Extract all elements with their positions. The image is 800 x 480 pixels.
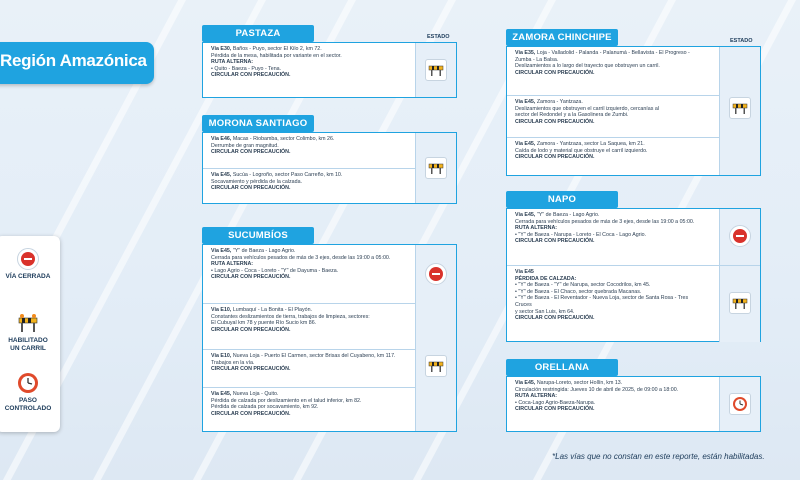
road-report-row [507, 377, 760, 431]
row-text: Vía E30, Baños - Puyo, sector El Kilo 2, km 72. Pérdida de la mesa, habilitada por variante en el sector. RUTA ALTERNA: • Quito - Baeza - Puyo - Tena. CIRCULAR CON PRECAUCIÓN. [211, 46, 342, 79]
section-box-morona-santiago [202, 132, 457, 204]
row-text: Vía E10, Lumbaquí - La Bonita - El Playón. Constantes deslizamientos de tierra, trabajos de limpieza, sectores: El Cubuyal km 78 y puente Río Sucio km 86. CIRCULAR CON PRECAUCIÓN. [211, 307, 370, 333]
barrier-icon [729, 97, 751, 119]
clock-icon [729, 393, 751, 415]
barrier-icon [425, 355, 447, 377]
section-title-sucumbios: SUCUMBÍOS [202, 227, 314, 244]
section-box-pastaza [202, 42, 457, 98]
estado-header-left: ESTADO [427, 34, 450, 40]
legend-item-controlled [0, 372, 56, 413]
section-title-orellana: ORELLANA [506, 359, 618, 376]
row-text: Vía E46, Macas - Riobamba, sector Colimbo, km 26. Derrumbe de gran magnitud. CIRCULAR CON PRECAUCIÓN. [211, 136, 335, 156]
status-cell [415, 303, 456, 431]
clock-icon [17, 372, 39, 394]
region-title: Región Amazónica [0, 51, 147, 70]
road-closed-icon [17, 248, 39, 270]
barrier-icon [425, 157, 447, 179]
status-cell [719, 377, 760, 431]
legend-item-closed [0, 248, 56, 281]
row-text: Vía E45, "Y" de Baeza - Lago Agrio. Cerrada para vehículos pesados de más de 3 ejes, desde las 19:00 a 05:00. RUTA ALTERNA: • Lago Agrio - Coca - Loreto - "Y" de Dayuma - Baeza. CIRCULAR CON PRECAUCIÓN. [211, 248, 391, 281]
status-cell [719, 47, 760, 175]
road-report-row [203, 43, 456, 97]
section-box-napo [506, 208, 761, 342]
road-closed-icon [729, 225, 751, 247]
status-cell [415, 245, 456, 303]
legend-label-one-lane-2: UN CARRIL [10, 345, 46, 352]
legend-label-closed: VÍA CERRADA [5, 273, 51, 280]
legend [0, 236, 60, 432]
road-closed-icon [425, 263, 447, 285]
row-text: Vía E45, Narupa-Loreto, sector Hollín, km 13. Circulación restringida: Jueves 10 de abril de 2025, de 09:00 a 18:00. RUTA ALTERNA: • Coca-Lago Agrio-Baeza-Narupa. CIRCULAR CON PRECAUCIÓN. [515, 380, 679, 413]
road-report-row [203, 245, 456, 303]
status-cell [415, 43, 456, 97]
barrier-icon [425, 59, 447, 81]
estado-header-right: ESTADO [730, 38, 753, 44]
section-box-zamora-chinchipe [506, 46, 761, 176]
section-box-sucumbios [202, 244, 457, 432]
section-title-zamora-chinchipe: ZAMORA CHINCHIPE [506, 29, 618, 46]
legend-label-controlled-1: PASO [19, 397, 37, 404]
legend-label-one-lane-1: HABILITADO [8, 337, 48, 344]
row-text: Vía E45, Zamora - Yantzaza. Deslizamientos que obstruyen el carril izquierdo, cercanías al sector del Redondel y a la Gasolinera de Zumbi. CIRCULAR CON PRECAUCIÓN. [515, 99, 659, 125]
region-tab [0, 42, 154, 84]
row-text: Vía E45, "Y" de Baeza - Lago Agrio. Cerrada para vehículos pesados de más de 3 ejes, desde las 19:00 a 05:00. RUTA ALTERNA: • "Y" de Baeza - Narupa - Loreto - El Coca - Lago Agrio. CIRCULAR CON PRECAUCIÓN. [515, 212, 695, 245]
section-box-orellana [506, 376, 761, 432]
footnote: *Las vías que no constan en este reporte, están habilitadas. [552, 452, 765, 461]
barrier-icon [729, 292, 751, 314]
section-title-pastaza: PASTAZA [202, 25, 314, 42]
status-cell [719, 209, 760, 265]
status-cell [719, 266, 760, 342]
status-cell [415, 133, 456, 203]
row-text: Vía E10, Nueva Loja - Puerto El Carmen, sector Brisas del Cuyabeno, km 117. Trabajos en la vía. CIRCULAR CON PRECAUCIÓN. [211, 353, 396, 373]
road-report-row [507, 265, 760, 342]
barrier-icon [17, 312, 39, 334]
row-text: Vía E45, Sucúa - Logroño, sector Paso Carreño, km 10. Socavamiento y pérdida de la calzada. CIRCULAR CON PRECAUCIÓN. [211, 172, 343, 192]
legend-item-one-lane [0, 312, 56, 353]
legend-label-controlled-2: CONTROLADO [4, 405, 52, 412]
row-text: Vía E35, Loja - Valladolid - Palanda - Palanumá - Bellavista - El Progreso - Zumba - La Balsa. Deslizamientos a lo largo del trayecto que obstruyen un carril. CIRCULAR CON PRECAUCIÓN. [515, 50, 690, 76]
road-report-row [507, 209, 760, 265]
section-title-morona-santiago: MORONA SANTIAGO [202, 115, 314, 132]
section-title-napo: NAPO [506, 191, 618, 208]
row-text: Vía E45, Zamora - Yantzaza, sector La Saquea, km 21. Caída de lodo y material que obstruye el carril izquierdo. CIRCULAR CON PRECAUCIÓN. [515, 141, 648, 161]
row-text: Vía E45 PÉRDIDA DE CALZADA: • "Y" de Baeza - "Y" de Narupa, sector Cocodrilos, km 45. • "Y" de Baeza - El Chaco, sector quebrada Macanas. • "Y" de Baeza - El Reventador - Nueva Loja, sector de Santa Rosa - Tres Cruces y sector San Luis, km 64. CIRCULAR CON PRECAUCIÓN. [515, 269, 689, 322]
row-text: Vía E45, Nueva Loja - Quito. Pérdida de calzada por deslizamiento en el talud inferior, km 82. Pérdida de calzada por socavamiento, km 92. CIRCULAR CON PRECAUCIÓN. [211, 391, 362, 417]
